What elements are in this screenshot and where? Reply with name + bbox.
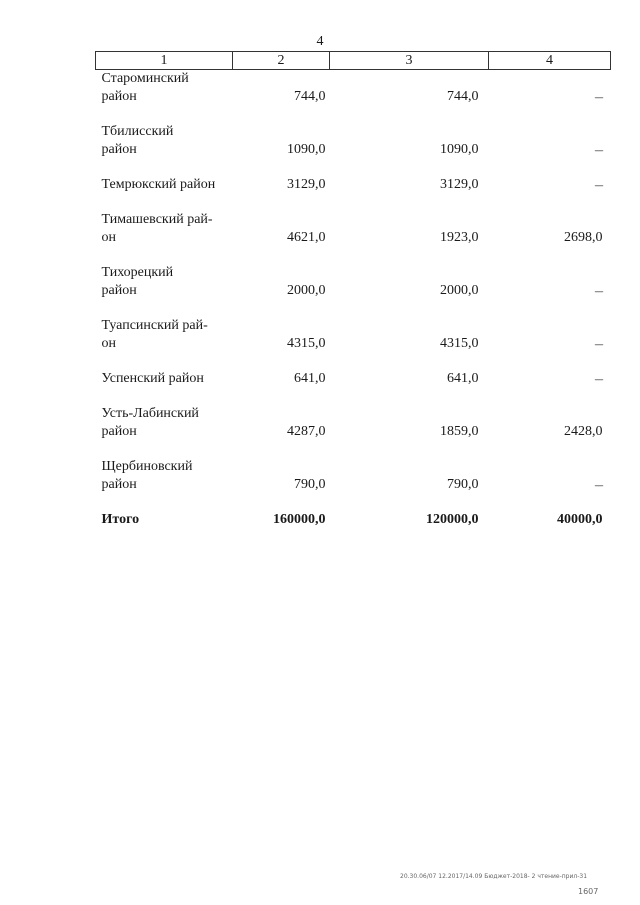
table-row [96, 264, 611, 300]
value-c2 [233, 70, 330, 107]
value-text: 790,0 [447, 477, 479, 492]
row-spacer-cell [96, 441, 611, 458]
empty-dash: ---- [594, 145, 603, 155]
district-name [96, 70, 233, 107]
row-spacer-cell [96, 494, 611, 511]
value-text: 790,0 [294, 477, 326, 492]
district-name-line: Усть-Лабинский [101, 406, 199, 421]
district-name-line: Тимашевский рай- [101, 212, 213, 227]
district-name [96, 458, 233, 494]
value-text: 2698,0 [564, 230, 603, 245]
district-name [96, 317, 233, 353]
row-spacer [96, 194, 611, 211]
value-c2 [233, 264, 330, 300]
district-name-line: район [101, 424, 137, 439]
value-c2 [233, 405, 330, 441]
district-name [96, 211, 233, 247]
table-header [96, 52, 611, 70]
value-text: 1859,0 [440, 424, 479, 439]
district-name-line: район [101, 283, 137, 298]
table-body [96, 70, 611, 530]
row-spacer [96, 159, 611, 176]
district-name-line: Туапсинский рай- [101, 318, 208, 333]
value-c3 [330, 123, 489, 159]
empty-dash: ---- [594, 374, 603, 384]
row-spacer [96, 353, 611, 370]
value-text: 4315,0 [287, 336, 326, 351]
district-name [96, 370, 233, 388]
value-c4 [489, 317, 611, 353]
row-spacer [96, 300, 611, 317]
value-c4 [489, 370, 611, 388]
value-text: 2428,0 [564, 424, 603, 439]
row-spacer-cell [96, 388, 611, 405]
row-spacer-cell [96, 159, 611, 176]
value-c3 [330, 264, 489, 300]
value-c2 [233, 317, 330, 353]
district-name-line: Тбилисский [101, 124, 174, 139]
row-spacer-cell [96, 353, 611, 370]
table-row [96, 370, 611, 388]
footer-mark: 1607 [578, 887, 599, 896]
value-c4 [489, 458, 611, 494]
district-name-line: Тихорецкий [101, 265, 174, 280]
value-c3 [330, 211, 489, 247]
table-row [96, 211, 611, 247]
value-text: 1923,0 [440, 230, 479, 245]
value-text: 4287,0 [287, 424, 326, 439]
value-c4 [489, 264, 611, 300]
value-text: 2000,0 [287, 283, 326, 298]
value-text: 4621,0 [287, 230, 326, 245]
page-number: 4 [316, 34, 324, 49]
row-spacer-cell [96, 247, 611, 264]
empty-dash: ---- [594, 92, 603, 102]
row-spacer [96, 106, 611, 123]
value-text: 744,0 [294, 89, 326, 104]
district-name-line: район [101, 477, 137, 492]
value-c2 [233, 176, 330, 194]
value-text: 744,0 [447, 89, 479, 104]
value-text: 3129,0 [440, 177, 479, 192]
row-spacer-cell [96, 106, 611, 123]
value-c4 [489, 123, 611, 159]
district-name [96, 123, 233, 159]
value-c3 [330, 176, 489, 194]
column-header-4: 4 [489, 52, 611, 70]
value-text: 2000,0 [440, 283, 479, 298]
table-row [96, 458, 611, 494]
row-spacer [96, 247, 611, 264]
table-row [96, 70, 611, 107]
value-text: 4315,0 [440, 336, 479, 351]
district-name-line: он [101, 336, 116, 351]
district-name [96, 405, 233, 441]
value-c4 [489, 176, 611, 194]
value-c3 [330, 317, 489, 353]
value-c4 [489, 211, 611, 247]
budget-table [95, 51, 611, 529]
district-name-line: Успенский район [101, 371, 204, 386]
district-name-line: Староминский [101, 71, 189, 86]
total-label: Итого [101, 512, 140, 527]
district-name [96, 264, 233, 300]
total-c2: 160000,0 [273, 512, 326, 527]
district-name [96, 176, 233, 194]
table-row [96, 317, 611, 353]
total-c4: 40000,0 [557, 512, 603, 527]
total-c3: 120000,0 [426, 512, 479, 527]
table-row [96, 405, 611, 441]
district-name-line: Темрюкский район [101, 177, 216, 192]
table-row [96, 176, 611, 194]
value-c2 [233, 211, 330, 247]
district-name-line: район [101, 142, 137, 157]
value-c3 [330, 70, 489, 107]
column-header-1: 1 [96, 52, 233, 70]
empty-dash: ---- [594, 180, 603, 190]
value-c3 [330, 405, 489, 441]
empty-dash: ---- [594, 286, 603, 296]
value-c3 [330, 458, 489, 494]
row-spacer [96, 388, 611, 405]
value-c2 [233, 123, 330, 159]
footer-stamp: 20.30.06/07 12.2017/14.09 Бюджет-2018- 2 чтение-прил-31 [400, 873, 588, 880]
value-c2 [233, 370, 330, 388]
total-row [96, 511, 611, 529]
value-text: 641,0 [447, 371, 479, 386]
column-header-2: 2 [233, 52, 330, 70]
empty-dash: ---- [594, 480, 603, 490]
district-name-line: Щербиновский [101, 459, 193, 474]
value-text: 3129,0 [287, 177, 326, 192]
value-c3 [330, 370, 489, 388]
table-row [96, 123, 611, 159]
district-name-line: район [101, 89, 137, 104]
value-text: 1090,0 [440, 142, 479, 157]
row-spacer-cell [96, 194, 611, 211]
value-text: 641,0 [294, 371, 326, 386]
value-c4 [489, 70, 611, 107]
row-spacer-cell [96, 300, 611, 317]
empty-dash: ---- [594, 339, 603, 349]
column-header-3: 3 [330, 52, 489, 70]
value-c4 [489, 405, 611, 441]
row-spacer [96, 441, 611, 458]
district-name-line: он [101, 230, 116, 245]
value-text: 1090,0 [287, 142, 326, 157]
row-spacer [96, 494, 611, 511]
value-c2 [233, 458, 330, 494]
